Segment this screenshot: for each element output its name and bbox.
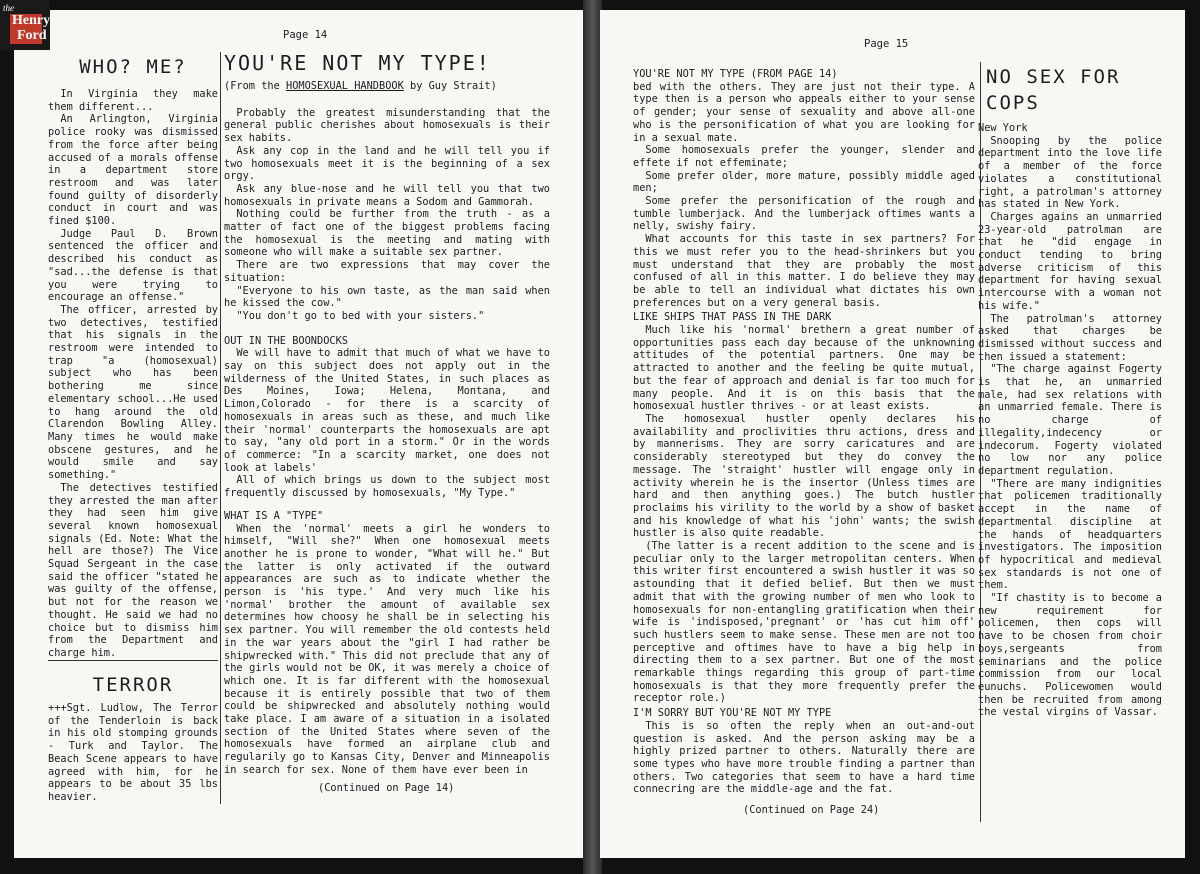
terror-paragraph: +++Sgt. Ludlow, The Terror of the Tenderloin is back in his old stomping grounds - Turk and Taylor. The Beach Scene appears to have agreed with him, for he appears to be about 35 lbs heavier.: [48, 702, 218, 803]
article-paragraph: The homosexual hustler openly declares his availability and proclivities thru actions, dress and by mannerisms. They are sorry caricatures and are considerably stereotyped but they do convey the message. The 'straight' hustler will engage only in activity wherein he is the insertor (Unless times are hard and then anything goes.) The butch hustler proclaims his virility to the world by a show of basket and his knowledge of what his 'john' wants; the swish hustler is also quite readable.: [633, 412, 975, 540]
subhead: WHAT IS A "TYPE": [224, 509, 324, 522]
continued-note: (Continued on Page 14): [318, 782, 455, 794]
article-paragraph: bed with the others. They are just not their type. A type then is a person who appeals either to your sense of gender; your sense of sexuality and above all-one who is the personification of what you are looking for in a sexual mate.: [633, 80, 975, 144]
dateline: New York: [978, 122, 1028, 134]
article-paragraph: When the 'normal' meets a girl he wonders to himself, "Will she?" When one homosexual meets another he is prone to wonder, "What will he." But the latter is only activated if the outward appearances are such as to indicate whether the person is 'his type.' And very much like his 'normal' brother the amount of available sex determines how choosy he shall be in selecting his sex partner. You will remember the old contests held in the war years about the "girl I had rather be shipwrecked with." This did not preclude that any of the girls would not be OK, it was merely a choice of which one. It is far different with the homosexual because it is entirely possible that two of them could be shipwrecked and absolutely nothing would take place. I am aware of a situation in a isolated section of the United States where seven of the homosexuals have formed an airplane club and regularily go to Kansas City, Denver and Minneapolis in search for sex. None of them have ever been in: [224, 522, 550, 776]
subhead: I'M SORRY BUT YOU'RE NOT MY TYPE: [633, 707, 832, 720]
cops-paragraph: Charges agains an unmarried 23-year-old patrolman are that he "did engage in conduct tending to bring adverse criticism of this department for having sexual intercourse with a woman not his wife.": [978, 210, 1162, 312]
logo-the: the: [3, 3, 14, 13]
cops-heading-1: NO SEX FOR: [986, 66, 1121, 88]
henry-ford-logo: [0, 0, 50, 50]
who-me-column: [48, 54, 218, 660]
subhead: LIKE SHIPS THAT PASS IN THE DARK: [633, 311, 832, 324]
who-me-heading: WHO? ME?: [79, 56, 187, 78]
cops-heading-2: COPS: [986, 92, 1040, 114]
article-paragraph: This is so often the reply when an out-and-out question is asked. And the person asking may be a highly prized partner to others. Naturally there are some types who have more trouble finding a partner than others. Two categories that seem to have a hard time connecring are the middle-age and the fat.: [633, 719, 975, 796]
page-number: Page 14: [283, 29, 328, 41]
cops-paragraph: "The charge against Fogerty is that he, an unmarried male, had sex relations with an unmarried female. There is no charge of illegality,indecency or indecorum. Fogerty violated no low nor any police department regulation.: [978, 363, 1162, 477]
article-paragraph: Ask any blue-nose and he will tell you that two homosexuals in private means a Sodom and Gammorah.: [224, 182, 550, 208]
left-page: [14, 10, 584, 858]
article-paragraph: There are two expressions that may cover the situation:: [224, 259, 550, 284]
who-me-paragraph: The officer, arrested by two detectives, testified that his signals in the restroom were intended to trap "a (homosexual) subject who has been bothering me since elementary school...He used to hang around the old Clarendon Bowling Alley. Many times he would make obscene gestures, and he would smile and say something.": [48, 303, 218, 482]
article-paragraph: We will have to admit that much of what we have to say on this subject does not apply out in the wilderness of the United States, in such places as Des Moines, Iowa; Helena, Montana, and Limon,Colorado - for there is a scarcity of homosexuals in areas such as these, and much like their 'normal' counterparts the homosexuals are apt to say, "any old port in a storm." Or in the words of commerce: "In a scarcity market, one does not look at labels': [224, 347, 550, 474]
article-paragraph: All of which brings us down to the subject most frequently discussed by homosexuals, "My Type.": [224, 474, 550, 500]
who-me-paragraph: In Virginia they make them different...: [48, 88, 218, 113]
logo-henry: Henry: [12, 13, 51, 28]
vertical-rule: [220, 52, 221, 804]
cops-paragraph: Snooping by the police department into the love life of a member of the force violates a constitutional right, a patrolman's attorney has stated in New York.: [978, 134, 1162, 211]
logo-ford: Ford: [17, 28, 47, 43]
cops-paragraph: The patrolman's attorney asked that charges be dismissed without success and then issued a statement:: [978, 312, 1162, 363]
article-paragraph: Much like his 'normal' brethern a great number of opportunities pass each day because of the unknowning attitudes of the potential partners. One may be attracted to another and the feeling be quite mutual, but the fear of approach and denial is far too much for many people. And it is on this basis that the homosexual hustler thrives - or at least exists.: [633, 324, 975, 413]
cops-paragraph: "If chastity is to become a new requirement for policemen, then cops will have to be chosen from choir boys,sergeants from seminarians and the police commission from our local eunuchs. Policewomen would then be recruited from among the vestal virgins of Vassar.: [978, 592, 1162, 719]
right-page: [600, 10, 1185, 858]
article-paragraph: "You don't go to bed with your sisters.": [236, 309, 485, 322]
terror-heading: TERROR: [92, 674, 174, 696]
who-me-paragraph: Judge Paul D. Brown sentenced the officer and described his conduct as "sad...the defense is that you were trying to encourage an offense.": [48, 227, 218, 304]
subhead: OUT IN THE BOONDOCKS: [224, 334, 348, 347]
cops-paragraph: "There are many indignities that policemen traditionally accept in the name of departmental discipline at the hands of headquarters investigators. The imposition of hypocritical and medieval sex standards is not one of them.: [978, 477, 1162, 592]
article-heading: YOU'RE NOT MY TYPE!: [224, 51, 491, 75]
article-paragraph: Probably the greatest misunderstanding that the general public cherishes about homosexuals is their sex habits.: [224, 106, 550, 145]
page-number: Page 15: [864, 38, 909, 50]
cops-column: [978, 64, 1162, 719]
continued-note: (Continued on Page 24): [743, 804, 880, 816]
article-paragraph: Some prefer the personification of the rough and tumble lumberjack. And the lumberjack oftimes wants a nelly, swishy fairy.: [633, 195, 975, 233]
article-paragraph: (The latter is a recent addition to the scene and is peculiar only to the larger metropolitan centers. When this writer first encountered a swish hustler it was so astounding that it defied belief. But then we must admit that with the growing number of men who look to homosexuals for non-entangling gratification when their wife is 'indisposed,'pregnant' or 'has cut him off' such hustlers seem to make sense. These men are not too perceptive and oftimes have to have a big help in directing them to a sex partner. But one of the most remarkable things regarding this group of part-time homosexuals is that they more frequently prefer the receptor role.): [633, 540, 975, 705]
source-title: HOMOSEXUAL HANDBOOK: [286, 80, 404, 92]
source-suffix: by Guy Strait): [403, 80, 497, 92]
article-source: [224, 80, 550, 93]
article-paragraph: "Everyone to his own taste, as the man said when he kissed the cow.": [224, 284, 550, 310]
article-paragraph: Ask any cop in the land and he will tell you if two homosexuals meet it is the beginning of a sex orgy.: [224, 144, 550, 183]
article-paragraph: Nothing could be further from the truth - as a matter of fact one of the biggest problems facing the homosexual is the meeting and mating with someone who will make a suitable sex partner.: [224, 208, 550, 259]
article-paragraph: What accounts for this taste in sex partners? For this we must refer you to the head-shrinkers but you must understand that they are probably the most confused of all in this matter. I do believe they may be able to tell an individual what dictates his own preferences but on a very general basis.: [633, 233, 975, 309]
continued-lead: YOU'RE NOT MY TYPE (FROM PAGE 14): [633, 68, 838, 80]
article-paragraph: Some homosexuals prefer the younger, slender and effete if not effeminate;: [633, 144, 975, 169]
article-paragraph: Some prefer older, more mature, possibly middle aged men;: [633, 169, 975, 195]
article-continued-column: [633, 68, 975, 796]
source-prefix: (From the: [224, 80, 286, 92]
who-me-paragraph: The detectives testified they arrested the man after they had seen him give several known homosexual signals (Ed. Note: What the hell are those?) The Vice Squad Sergeant in the case said the officer "stated he was guilty of the offense, but not for the reason we thought. He said we had no choice but to dismiss him from the Department and charge him.: [48, 481, 218, 659]
terror-column: [48, 672, 218, 804]
column-divider: [48, 660, 218, 661]
who-me-paragraph: An Arlington, Virginia police rooky was dismissed from the force after being accused of a morals offense in a department store restroom and was later found guilty of disorderly conduct in court and was fined $100.: [48, 113, 218, 228]
article-column: [224, 50, 550, 777]
